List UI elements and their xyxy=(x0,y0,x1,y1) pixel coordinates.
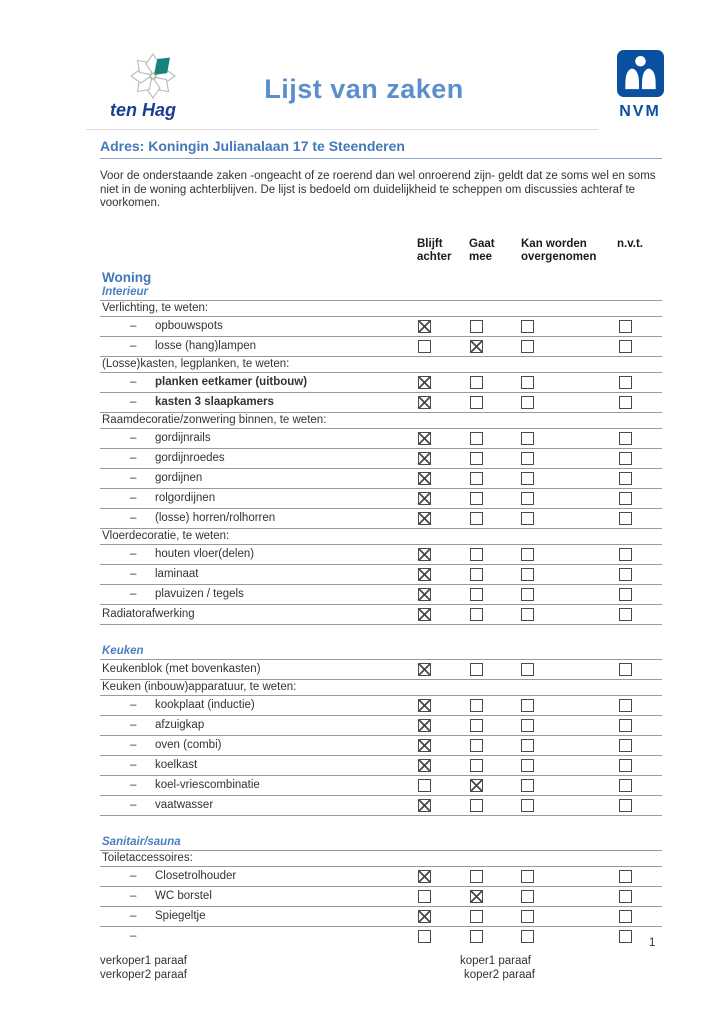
dash-bullet: – xyxy=(130,910,137,922)
row-label: vaatwasser xyxy=(155,799,214,811)
checkbox-gaat-mee[interactable] xyxy=(470,910,483,923)
checkbox-nvt[interactable] xyxy=(619,376,632,389)
nvm-logo-text: NVM xyxy=(619,103,661,120)
checkbox-gaat-mee[interactable] xyxy=(470,719,483,732)
checkbox-blijft-achter[interactable] xyxy=(418,890,431,903)
table-spacer xyxy=(100,625,662,645)
table-row xyxy=(100,489,662,509)
checkbox-blijft-achter-checked[interactable] xyxy=(418,799,431,812)
checkbox-nvt[interactable] xyxy=(619,472,632,485)
checkbox-kan-worden-overgenomen[interactable] xyxy=(521,512,534,525)
checkbox-kan-worden-overgenomen[interactable] xyxy=(521,340,534,353)
checkbox-gaat-mee[interactable] xyxy=(470,376,483,389)
checkbox-nvt[interactable] xyxy=(619,870,632,883)
checkbox-kan-worden-overgenomen[interactable] xyxy=(521,472,534,485)
dash-bullet: – xyxy=(130,779,137,791)
koper2-paraaf-label: koper2 paraaf xyxy=(464,969,535,981)
row-label: gordijnen xyxy=(155,472,203,484)
category-row xyxy=(100,357,662,373)
checkbox-kan-worden-overgenomen[interactable] xyxy=(521,396,534,409)
checkbox-nvt[interactable] xyxy=(619,608,632,621)
checkbox-kan-worden-overgenomen[interactable] xyxy=(521,910,534,923)
row-label: opbouwspots xyxy=(155,320,223,332)
category-row xyxy=(100,413,662,429)
table-row xyxy=(100,449,662,469)
column-header-kan-worden-overgenomen: Kan worden overgenomen xyxy=(521,238,597,263)
checkbox-blijft-achter-checked[interactable] xyxy=(418,492,431,505)
dash-bullet: – xyxy=(130,548,137,560)
subsection-heading xyxy=(100,645,662,660)
nvm-logo xyxy=(612,50,668,121)
checkbox-blijft-achter[interactable] xyxy=(418,340,431,353)
checkbox-nvt[interactable] xyxy=(619,930,632,943)
row-label: gordijnrails xyxy=(155,432,211,444)
checkbox-blijft-achter-checked[interactable] xyxy=(418,870,431,883)
checkbox-gaat-mee[interactable] xyxy=(470,870,483,883)
row-label: (losse) horren/rolhorren xyxy=(155,512,276,524)
dash-bullet: – xyxy=(130,759,137,771)
checkbox-blijft-achter-checked[interactable] xyxy=(418,452,431,465)
checkbox-gaat-mee[interactable] xyxy=(470,512,483,525)
dash-bullet: – xyxy=(130,870,137,882)
checkbox-nvt[interactable] xyxy=(619,739,632,752)
row-label: koelkast xyxy=(155,759,198,771)
verkoper1-paraaf-label: verkoper1 paraaf xyxy=(100,955,187,967)
row-label: Toiletaccessoires: xyxy=(102,852,193,864)
checkbox-gaat-mee[interactable] xyxy=(470,608,483,621)
checkbox-blijft-achter-checked[interactable] xyxy=(418,759,431,772)
checkbox-blijft-achter-checked[interactable] xyxy=(418,663,431,676)
checkbox-nvt[interactable] xyxy=(619,910,632,923)
table-row xyxy=(100,867,662,887)
checkbox-kan-worden-overgenomen[interactable] xyxy=(521,588,534,601)
checkbox-kan-worden-overgenomen[interactable] xyxy=(521,432,534,445)
dash-bullet: – xyxy=(130,588,137,600)
row-label: Sanitair/sauna xyxy=(102,836,181,848)
row-label: Radiatorafwerking xyxy=(102,608,195,620)
intro-paragraph: Voor de onderstaande zaken -ongeacht of ze roerend dan wel onroerend zijn- geldt dat ze soms wel en soms niet in de woning achterblijven. De lijst is bedoeld om duidelijkheid te scheppen om discussies achteraf te voorkomen. xyxy=(100,170,656,209)
checkbox-blijft-achter-checked[interactable] xyxy=(418,320,431,333)
row-label: Keuken (inbouw)apparatuur, te weten: xyxy=(102,681,297,693)
koper-paraaf-block xyxy=(460,954,535,982)
dash-bullet: – xyxy=(130,396,137,408)
table-row xyxy=(100,716,662,736)
checkbox-blijft-achter-checked[interactable] xyxy=(418,699,431,712)
row-label: afzuigkap xyxy=(155,719,205,731)
table-row xyxy=(100,776,662,796)
checkbox-kan-worden-overgenomen[interactable] xyxy=(521,376,534,389)
checkbox-kan-worden-overgenomen[interactable] xyxy=(521,492,534,505)
dash-bullet: – xyxy=(130,930,137,942)
checkbox-kan-worden-overgenomen[interactable] xyxy=(521,719,534,732)
checkbox-nvt[interactable] xyxy=(619,759,632,772)
dash-bullet: – xyxy=(130,472,137,484)
checkbox-kan-worden-overgenomen[interactable] xyxy=(521,890,534,903)
checkbox-gaat-mee-checked[interactable] xyxy=(470,779,483,792)
checkbox-kan-worden-overgenomen[interactable] xyxy=(521,799,534,812)
checkbox-kan-worden-overgenomen[interactable] xyxy=(521,699,534,712)
row-label: Keukenblok (met bovenkasten) xyxy=(102,663,261,675)
column-header-nvt: n.v.t. xyxy=(617,238,643,250)
table-row xyxy=(100,605,662,625)
dash-bullet: – xyxy=(130,568,137,580)
checkbox-blijft-achter-checked[interactable] xyxy=(418,588,431,601)
dash-bullet: – xyxy=(130,890,137,902)
table-row xyxy=(100,337,662,357)
checkbox-blijft-achter[interactable] xyxy=(418,930,431,943)
checkbox-kan-worden-overgenomen[interactable] xyxy=(521,739,534,752)
checkbox-gaat-mee[interactable] xyxy=(470,492,483,505)
category-row xyxy=(100,301,662,317)
row-label: Vloerdecoratie, te weten: xyxy=(102,530,230,542)
checkbox-gaat-mee[interactable] xyxy=(470,432,483,445)
row-label: houten vloer(delen) xyxy=(155,548,255,560)
dash-bullet: – xyxy=(130,699,137,711)
checkbox-nvt[interactable] xyxy=(619,779,632,792)
dash-bullet: – xyxy=(130,739,137,751)
dash-bullet: – xyxy=(130,320,137,332)
table-row xyxy=(100,660,662,680)
column-header-blijft-achter: Blijft achter xyxy=(417,238,452,263)
checkbox-kan-worden-overgenomen[interactable] xyxy=(521,930,534,943)
checkbox-kan-worden-overgenomen[interactable] xyxy=(521,320,534,333)
checkbox-kan-worden-overgenomen[interactable] xyxy=(521,663,534,676)
checkbox-blijft-achter-checked[interactable] xyxy=(418,472,431,485)
checkbox-blijft-achter-checked[interactable] xyxy=(418,432,431,445)
checkbox-nvt[interactable] xyxy=(619,699,632,712)
checkbox-blijft-achter-checked[interactable] xyxy=(418,548,431,561)
category-row xyxy=(100,529,662,545)
subsection-heading xyxy=(100,286,662,301)
table-row xyxy=(100,585,662,605)
row-label: plavuizen / tegels xyxy=(155,588,244,600)
category-row xyxy=(100,851,662,867)
row-label: Verlichting, te weten: xyxy=(102,302,209,314)
checkbox-gaat-mee-checked[interactable] xyxy=(470,890,483,903)
checkbox-gaat-mee[interactable] xyxy=(470,930,483,943)
checkbox-gaat-mee[interactable] xyxy=(470,759,483,772)
table-row xyxy=(100,927,662,946)
checkbox-gaat-mee[interactable] xyxy=(470,548,483,561)
dash-bullet: – xyxy=(130,492,137,504)
checkbox-gaat-mee[interactable] xyxy=(470,320,483,333)
checkbox-nvt[interactable] xyxy=(619,890,632,903)
dash-bullet: – xyxy=(130,799,137,811)
checkbox-kan-worden-overgenomen[interactable] xyxy=(521,779,534,792)
checkbox-nvt[interactable] xyxy=(619,663,632,676)
checkbox-gaat-mee[interactable] xyxy=(470,663,483,676)
table-row xyxy=(100,887,662,907)
checkbox-blijft-achter-checked[interactable] xyxy=(418,568,431,581)
table-row xyxy=(100,393,662,413)
row-label: (Losse)kasten, legplanken, te weten: xyxy=(102,358,290,370)
table-row xyxy=(100,509,662,529)
table-row xyxy=(100,429,662,449)
checkbox-kan-worden-overgenomen[interactable] xyxy=(521,608,534,621)
checkbox-blijft-achter[interactable] xyxy=(418,779,431,792)
checkbox-nvt[interactable] xyxy=(619,340,632,353)
dash-bullet: – xyxy=(130,376,137,388)
column-header-gaat-mee: Gaat mee xyxy=(469,238,495,263)
checkbox-gaat-mee[interactable] xyxy=(470,452,483,465)
checkbox-kan-worden-overgenomen[interactable] xyxy=(521,870,534,883)
row-label: Woning xyxy=(102,270,152,285)
table-row xyxy=(100,907,662,927)
address-heading: Adres: Koningin Julianalaan 17 te Steenderen xyxy=(100,138,662,159)
row-label: kasten 3 slaapkamers xyxy=(155,396,274,408)
header-divider xyxy=(86,129,598,130)
checkbox-kan-worden-overgenomen[interactable] xyxy=(521,548,534,561)
items-table xyxy=(100,270,662,946)
table-row xyxy=(100,373,662,393)
row-label: laminaat xyxy=(155,568,199,580)
checkbox-gaat-mee-checked[interactable] xyxy=(470,340,483,353)
koper1-paraaf-label: koper1 paraaf xyxy=(460,955,531,967)
verkoper-paraaf-block xyxy=(100,954,187,982)
row-label: planken eetkamer (uitbouw) xyxy=(155,376,308,388)
checkbox-gaat-mee[interactable] xyxy=(470,739,483,752)
checkbox-blijft-achter-checked[interactable] xyxy=(418,910,431,923)
checkbox-nvt[interactable] xyxy=(619,588,632,601)
checkbox-blijft-achter-checked[interactable] xyxy=(418,719,431,732)
page-number: 1 xyxy=(649,937,656,949)
checkbox-gaat-mee[interactable] xyxy=(470,472,483,485)
section-heading xyxy=(100,270,662,286)
checkbox-blijft-achter-checked[interactable] xyxy=(418,608,431,621)
checkbox-blijft-achter-checked[interactable] xyxy=(418,512,431,525)
subsection-heading xyxy=(100,836,662,851)
row-label: Keuken xyxy=(102,645,144,657)
page-title: Lijst van zaken xyxy=(264,74,464,104)
row-label: losse (hang)lampen xyxy=(155,340,257,352)
table-row xyxy=(100,796,662,816)
checkbox-gaat-mee[interactable] xyxy=(470,396,483,409)
checkbox-gaat-mee[interactable] xyxy=(470,699,483,712)
dash-bullet: – xyxy=(130,512,137,524)
table-row xyxy=(100,469,662,489)
checkbox-gaat-mee[interactable] xyxy=(470,588,483,601)
table-row xyxy=(100,565,662,585)
category-row xyxy=(100,680,662,696)
checkbox-blijft-achter-checked[interactable] xyxy=(418,739,431,752)
dash-bullet: – xyxy=(130,432,137,444)
column-headers xyxy=(100,238,662,268)
checkbox-nvt[interactable] xyxy=(619,320,632,333)
checkbox-gaat-mee[interactable] xyxy=(470,568,483,581)
checkbox-nvt[interactable] xyxy=(619,492,632,505)
dash-bullet: – xyxy=(130,452,137,464)
checkbox-nvt[interactable] xyxy=(619,396,632,409)
checkbox-gaat-mee[interactable] xyxy=(470,799,483,812)
checkbox-nvt[interactable] xyxy=(619,452,632,465)
checkbox-nvt[interactable] xyxy=(619,432,632,445)
checkbox-blijft-achter-checked[interactable] xyxy=(418,396,431,409)
row-label: WC borstel xyxy=(155,890,212,902)
table-row xyxy=(100,545,662,565)
row-label: Closetrolhouder xyxy=(155,870,237,882)
table-row xyxy=(100,756,662,776)
table-row xyxy=(100,317,662,337)
dash-bullet: – xyxy=(130,340,137,352)
row-label: Raamdecoratie/zonwering binnen, te weten: xyxy=(102,414,327,426)
row-label: koel-vriescombinatie xyxy=(155,779,260,791)
row-label: Interieur xyxy=(102,286,149,298)
row-label: rolgordijnen xyxy=(155,492,216,504)
checkbox-nvt[interactable] xyxy=(619,548,632,561)
checkbox-nvt[interactable] xyxy=(619,719,632,732)
dash-bullet: – xyxy=(130,719,137,731)
checkbox-nvt[interactable] xyxy=(619,568,632,581)
checkbox-kan-worden-overgenomen[interactable] xyxy=(521,452,534,465)
verkoper2-paraaf-label: verkoper2 paraaf xyxy=(100,969,187,981)
checkbox-nvt[interactable] xyxy=(619,512,632,525)
row-label: oven (combi) xyxy=(155,739,222,751)
checkbox-blijft-achter-checked[interactable] xyxy=(418,376,431,389)
checkbox-nvt[interactable] xyxy=(619,799,632,812)
checkbox-kan-worden-overgenomen[interactable] xyxy=(521,759,534,772)
table-row xyxy=(100,696,662,716)
row-label: Spiegeltje xyxy=(155,910,206,922)
nvm-icon xyxy=(617,50,664,97)
table-row xyxy=(100,736,662,756)
row-label: gordijnroedes xyxy=(155,452,225,464)
table-spacer xyxy=(100,816,662,836)
row-label: kookplaat (inductie) xyxy=(155,699,255,711)
checkbox-kan-worden-overgenomen[interactable] xyxy=(521,568,534,581)
tenhag-logo-text: ten Hag xyxy=(110,100,177,120)
